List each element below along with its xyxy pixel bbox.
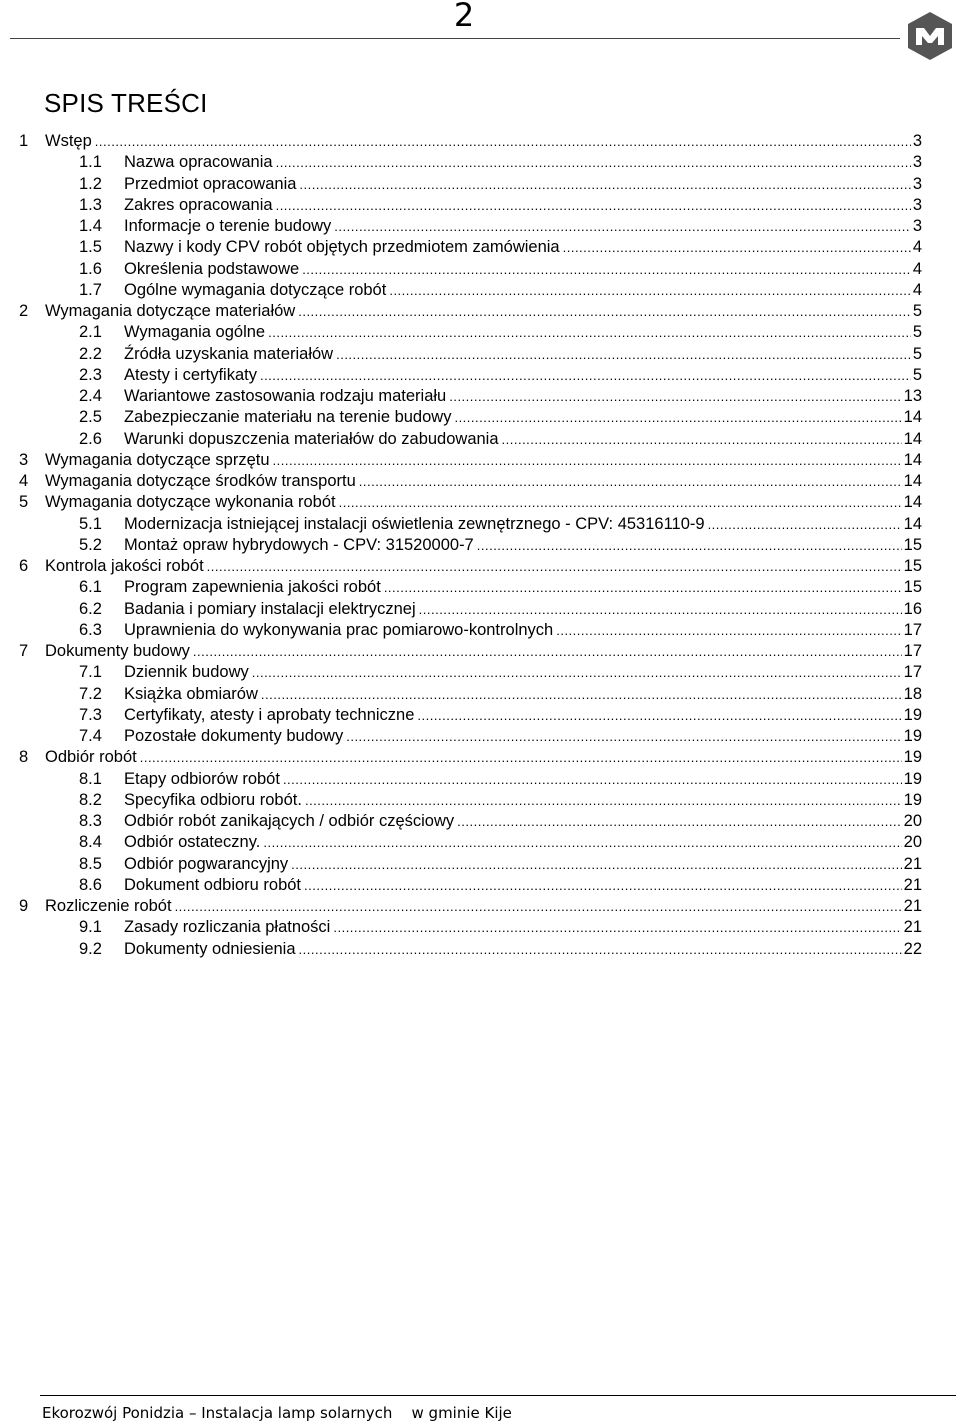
toc-entry-label: Wymagania dotyczące środków transportu — [45, 472, 356, 490]
toc-entry-page: 21 — [903, 918, 922, 937]
toc-entry-label: Certyfikaty, atesty i aprobaty techniczne — [124, 705, 415, 724]
toc-entry[interactable] — [19, 600, 922, 621]
toc-entry[interactable] — [19, 408, 922, 429]
toc-entry[interactable] — [19, 366, 922, 387]
toc-dot-leader — [339, 495, 902, 510]
toc-entry-page: 4 — [912, 280, 922, 299]
toc-entry-label: Wstęp — [45, 132, 92, 150]
toc-dot-leader — [708, 517, 902, 532]
toc-dot-leader — [268, 325, 911, 340]
toc-entry-page: 3 — [912, 195, 922, 214]
toc-dot-leader — [261, 687, 902, 702]
toc-entry-page: 21 — [903, 897, 922, 915]
toc-dot-leader — [175, 899, 902, 914]
footer-divider — [40, 1395, 956, 1396]
toc-dot-leader — [334, 219, 911, 234]
toc-entry-page: 5 — [912, 323, 922, 342]
toc-dot-leader — [304, 878, 902, 893]
toc-entry-page: 14 — [903, 408, 922, 427]
toc-dot-leader — [291, 857, 901, 872]
toc-entry-page: 3 — [912, 132, 922, 150]
toc-entry-number: 7.3 — [79, 705, 102, 724]
toc-dot-leader — [556, 623, 901, 638]
toc-entry-label: Dokument odbioru robót — [124, 875, 302, 894]
toc-entry-label: Warunki dopuszczenia materiałów do zabudowania — [124, 429, 499, 448]
toc-dot-leader — [276, 198, 911, 213]
toc-entry-label: Dziennik budowy — [124, 663, 249, 682]
toc-dot-leader — [298, 304, 911, 319]
toc-entry[interactable] — [19, 196, 922, 217]
toc-entry-label: Odbiór ostateczny. — [124, 833, 261, 852]
toc-entry[interactable] — [19, 642, 922, 663]
toc-entry-number: 1.4 — [79, 217, 102, 235]
toc-dot-leader — [419, 602, 902, 617]
toc-entry-number: 2.4 — [79, 387, 102, 405]
toc-entry-number: 6.1 — [79, 578, 102, 597]
toc-entry-label: Nazwa opracowania — [124, 153, 273, 172]
toc-entry-number: 8.1 — [79, 769, 102, 788]
toc-entry[interactable] — [19, 685, 922, 706]
toc-entry-number: 5 — [19, 493, 29, 512]
toc-entry[interactable] — [19, 791, 922, 812]
toc-entry-label: Ogólne wymagania dotyczące robót — [124, 280, 387, 299]
toc-dot-leader — [336, 347, 911, 362]
toc-dot-leader — [276, 155, 911, 170]
toc-entry-page: 14 — [903, 514, 922, 533]
toc-dot-leader — [359, 474, 902, 489]
toc-entry-page: 19 — [903, 790, 922, 809]
page-number: 2 — [453, 0, 475, 34]
toc-entry-number: 1.6 — [79, 259, 102, 278]
toc-entry-number: 3 — [19, 450, 29, 469]
toc-entry-number: 9.1 — [79, 918, 102, 937]
toc-dot-leader — [333, 920, 901, 935]
toc-entry-page: 3 — [912, 153, 922, 172]
company-logo-icon — [904, 10, 956, 62]
toc-entry[interactable] — [19, 621, 922, 642]
toc-entry[interactable] — [19, 578, 922, 599]
toc-entry-number: 8 — [19, 748, 29, 767]
toc-entry-label: Atesty i certyfikaty — [124, 365, 257, 384]
toc-entry[interactable] — [19, 727, 922, 748]
toc-entry-page: 18 — [903, 684, 922, 703]
toc-entry-page: 14 — [903, 493, 922, 512]
toc-dot-leader — [95, 134, 911, 149]
toc-entry[interactable] — [19, 663, 922, 684]
toc-entry-number: 1 — [19, 132, 29, 150]
toc-entry-number: 2.1 — [79, 323, 102, 342]
toc-dot-leader — [305, 793, 902, 808]
toc-dot-leader — [417, 708, 901, 723]
toc-entry-label: Odbiór pogwarancyjny — [124, 854, 289, 873]
toc-entry[interactable] — [19, 153, 922, 174]
toc-dot-leader — [346, 729, 901, 744]
toc-entry-page: 20 — [903, 833, 922, 852]
toc-dot-leader — [207, 559, 902, 574]
toc-entry[interactable] — [19, 876, 922, 897]
toc-entry-page: 19 — [903, 769, 922, 788]
toc-dot-leader — [283, 772, 902, 787]
toc-entry-label: Montaż opraw hybrydowych - CPV: 31520000-7 — [124, 535, 474, 554]
toc-dot-leader — [263, 835, 901, 850]
toc-entry-page: 5 — [912, 302, 922, 320]
toc-entry-label: Wymagania dotyczące wykonania robót — [45, 493, 336, 512]
toc-entry-label: Badania i pomiary instalacji elektrycznej — [124, 599, 416, 618]
toc-entry-number: 6.2 — [79, 599, 102, 618]
toc-entry[interactable] — [19, 302, 922, 323]
toc-entry-label: Kontrola jakości robót — [45, 557, 204, 575]
toc-entry-number: 8.6 — [79, 875, 102, 894]
toc-entry[interactable] — [19, 812, 922, 833]
toc-entry-page: 17 — [903, 663, 922, 682]
toc-entry-page: 15 — [903, 535, 922, 554]
toc-entry[interactable] — [19, 706, 922, 727]
toc-entry-label: Dokumenty odniesienia — [124, 939, 296, 958]
toc-entry[interactable] — [19, 770, 922, 791]
toc-entry-page: 21 — [903, 875, 922, 894]
toc-entry[interactable] — [19, 175, 922, 196]
toc-entry-label: Wymagania dotyczące sprzętu — [45, 450, 270, 469]
toc-entry-label: Przedmiot opracowania — [124, 174, 297, 193]
toc-entry-number: 2.5 — [79, 408, 102, 427]
toc-entry-page: 19 — [903, 705, 922, 724]
toc-entry-number: 1.3 — [79, 195, 102, 214]
toc-entry-page: 20 — [903, 812, 922, 830]
toc-title: SPIS TREŚCI — [44, 88, 208, 118]
toc-entry[interactable] — [19, 472, 922, 493]
toc-entry-page: 15 — [903, 557, 922, 575]
toc-dot-leader — [299, 942, 902, 957]
toc-entry-page: 21 — [903, 854, 922, 873]
toc-entry-number: 2.3 — [79, 365, 102, 384]
toc-dot-leader — [140, 750, 902, 765]
toc-entry-number: 7.2 — [79, 684, 102, 703]
toc-entry[interactable] — [19, 217, 922, 238]
toc-entry-page: 13 — [903, 387, 922, 405]
toc-entry-page: 3 — [912, 217, 922, 235]
toc-entry-label: Uprawnienia do wykonywania prac pomiarowo-kontrolnych — [124, 620, 554, 639]
toc-entry-page: 17 — [903, 620, 922, 639]
toc-entry[interactable] — [19, 833, 922, 854]
toc-dot-leader — [193, 644, 902, 659]
toc-entry-page: 14 — [903, 472, 922, 490]
toc-entry-label: Zakres opracowania — [124, 195, 273, 214]
toc-entry[interactable] — [19, 281, 922, 302]
toc-entry-number: 8.5 — [79, 854, 102, 873]
toc-entry[interactable] — [19, 536, 922, 557]
toc-dot-leader — [252, 665, 902, 680]
toc-entry[interactable] — [19, 238, 922, 259]
toc-entry[interactable] — [19, 897, 922, 918]
toc-dot-leader — [563, 240, 911, 255]
toc-entry-number: 7.1 — [79, 663, 102, 682]
toc-entry-number: 1.5 — [79, 238, 102, 257]
toc-entry-label: Określenia podstawowe — [124, 259, 300, 278]
toc-entry-label: Modernizacja istniejącej instalacji oświetlenia zewnętrznego - CPV: 45316110-9 — [124, 514, 705, 533]
toc-entry-number: 1.1 — [79, 153, 102, 172]
toc-entry-label: Wariantowe zastosowania rodzaju materiału — [124, 387, 447, 405]
toc-entry[interactable] — [19, 387, 922, 408]
toc-entry-page: 4 — [912, 259, 922, 278]
toc-dot-leader — [260, 368, 911, 383]
toc-entry[interactable] — [19, 918, 922, 939]
toc-dot-leader — [273, 453, 902, 468]
toc-dot-leader — [477, 538, 902, 553]
footer-text: Ekorozwój Ponidzia – Instalacja lamp solarnych w gminie Kije — [42, 1404, 512, 1422]
toc-entry-number: 8.4 — [79, 833, 102, 852]
toc-entry-number: 5.2 — [79, 535, 102, 554]
toc-entry-number: 9.2 — [79, 939, 102, 958]
toc-entry-page: 4 — [912, 238, 922, 257]
toc-entry[interactable] — [19, 132, 922, 153]
toc-dot-leader — [449, 389, 901, 404]
toc-entry-label: Pozostałe dokumenty budowy — [124, 727, 344, 745]
toc-entry-label: Zabezpieczanie materiału na terenie budowy — [124, 408, 452, 427]
toc-entry-page: 3 — [912, 174, 922, 193]
toc-entry-page: 17 — [903, 642, 922, 660]
toc-dot-leader — [302, 262, 911, 277]
toc-entry[interactable] — [19, 430, 922, 451]
toc-entry[interactable] — [19, 940, 922, 961]
toc-entry-page: 16 — [903, 599, 922, 618]
toc-entry-label: Źródła uzyskania materiałów — [124, 344, 334, 363]
toc-entry-label: Książka obmiarów — [124, 684, 258, 703]
toc-entry-number: 2 — [19, 302, 29, 320]
toc-entry[interactable] — [19, 260, 922, 281]
toc-entry-page: 5 — [912, 365, 922, 384]
toc-entry-number: 5.1 — [79, 514, 102, 533]
toc-entry[interactable] — [19, 557, 922, 578]
toc-entry-page: 14 — [903, 429, 922, 448]
toc-entry[interactable] — [19, 515, 922, 536]
toc-entry-label: Zasady rozliczania płatności — [124, 918, 331, 937]
toc-entry-label: Wymagania dotyczące materiałów — [45, 302, 296, 320]
toc-entry[interactable] — [19, 323, 922, 344]
toc-entry-page: 5 — [912, 344, 922, 363]
toc-entry-number: 2.6 — [79, 429, 102, 448]
toc-dot-leader — [299, 177, 910, 192]
toc-entry-label: Odbiór robót — [45, 748, 137, 767]
toc-entry-label: Nazwy i kody CPV robót objętych przedmiotem zamówienia — [124, 238, 560, 257]
toc-entry-number: 1.2 — [79, 174, 102, 193]
toc-entry[interactable] — [19, 345, 922, 366]
toc-entry-page: 14 — [903, 450, 922, 469]
toc-entry[interactable] — [19, 493, 922, 514]
toc-entry-number: 8.2 — [79, 790, 102, 809]
toc-entry-number: 7 — [19, 642, 29, 660]
toc-entry-label: Dokumenty budowy — [45, 642, 190, 660]
toc-entry-page: 15 — [903, 578, 922, 597]
header-divider — [10, 38, 900, 39]
toc-dot-leader — [389, 283, 910, 298]
toc-entry-label: Etapy odbiorów robót — [124, 769, 280, 788]
toc-entry-number: 7.4 — [79, 727, 102, 745]
toc-dot-leader — [457, 814, 901, 829]
table-of-contents — [19, 132, 922, 961]
toc-entry-page: 19 — [903, 727, 922, 745]
toc-entry-number: 2.2 — [79, 344, 102, 363]
toc-entry-number: 6.3 — [79, 620, 102, 639]
toc-entry-number: 9 — [19, 897, 29, 915]
toc-dot-leader — [454, 410, 901, 425]
toc-entry[interactable] — [19, 451, 922, 472]
toc-entry-number: 4 — [19, 472, 29, 490]
toc-entry-label: Odbiór robót zanikających / odbiór częściowy — [124, 812, 455, 830]
toc-dot-leader — [384, 580, 902, 595]
toc-entry[interactable] — [19, 855, 922, 876]
toc-dot-leader — [502, 432, 902, 447]
toc-entry-label: Program zapewnienia jakości robót — [124, 578, 381, 597]
toc-entry[interactable] — [19, 748, 922, 769]
toc-entry-page: 22 — [903, 939, 922, 958]
toc-entry-label: Specyfika odbioru robót. — [124, 790, 302, 809]
toc-entry-number: 8.3 — [79, 812, 102, 830]
toc-entry-label: Informacje o terenie budowy — [124, 217, 332, 235]
toc-entry-label: Wymagania ogólne — [124, 323, 266, 342]
toc-entry-number: 6 — [19, 557, 29, 575]
toc-entry-label: Rozliczenie robót — [45, 897, 172, 915]
toc-entry-page: 19 — [903, 748, 922, 767]
toc-entry-number: 1.7 — [79, 280, 102, 299]
